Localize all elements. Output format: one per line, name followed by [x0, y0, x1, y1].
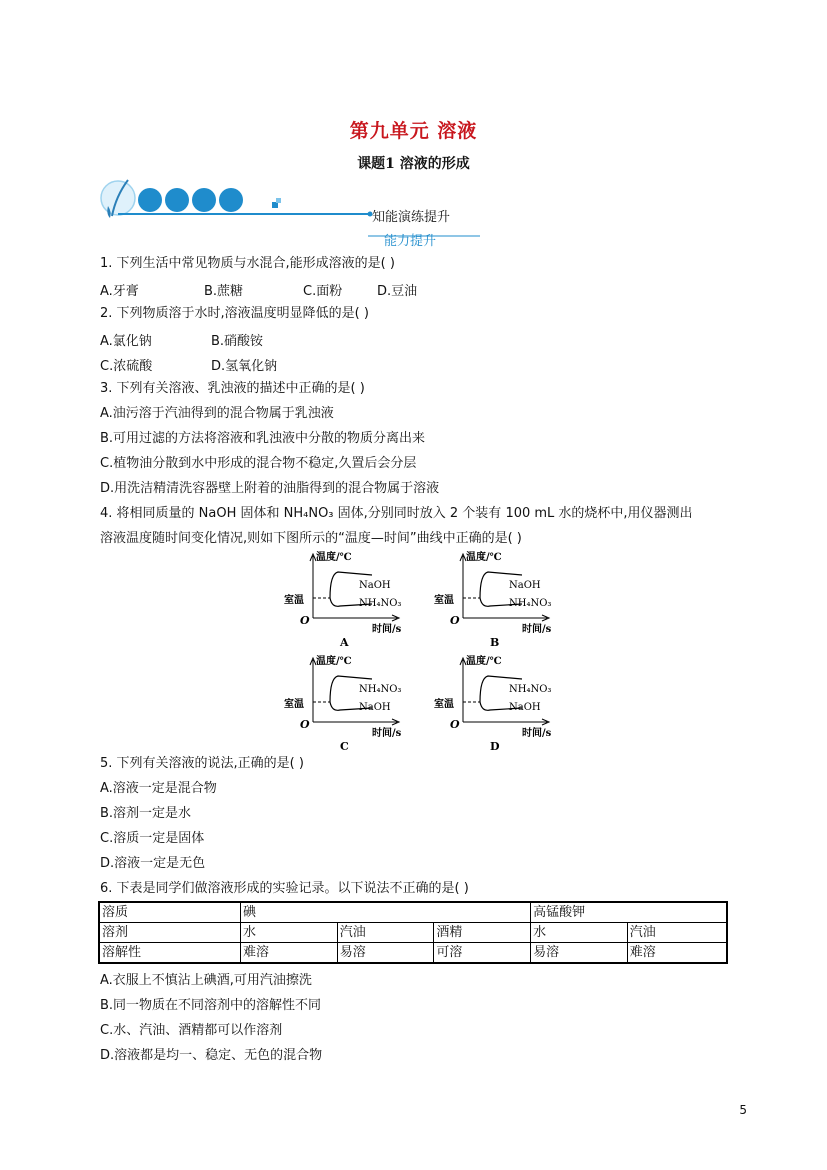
section-title-main: 知能演练提升 [372, 210, 451, 225]
table-cell: 汽油 [627, 923, 727, 943]
x-axis-label: 时间/s [522, 728, 552, 739]
chart-letter: B [490, 636, 500, 649]
x-axis-label: 时间/s [372, 624, 402, 635]
upper-curve-label: NH₄NO₃ [509, 684, 552, 695]
q6-option-a: A.衣服上不慎沾上碘酒,可用汽油擦洗 [100, 973, 312, 988]
table-cell: 溶解性 [99, 943, 241, 964]
chart-b [434, 550, 552, 649]
table-cell: 溶质 [99, 902, 241, 923]
table-cell: 易溶 [531, 943, 628, 964]
q3-option-c: C.植物油分散到水中形成的混合物不稳定,久置后会分层 [100, 456, 417, 471]
q1-option-c: C.面粉 [303, 284, 343, 299]
solubility-table [98, 901, 728, 964]
chart-letter: D [490, 740, 500, 753]
q6-option-c: C.水、汽油、酒精都可以作溶剂 [100, 1023, 283, 1038]
table-cell: 水 [241, 923, 338, 943]
chart-letter: C [340, 740, 349, 753]
q1-option-a: A.牙膏 [100, 284, 139, 299]
q6-option-d: D.溶液都是均一、稳定、无色的混合物 [100, 1048, 323, 1063]
table-cell: 溶剂 [99, 923, 241, 943]
temperature-time-charts [272, 548, 552, 754]
lower-curve-label: NaOH [509, 702, 541, 713]
y-axis-label: 温度/℃ [316, 656, 352, 667]
upper-curve-label: NaOH [509, 580, 541, 591]
table-cell: 水 [531, 923, 628, 943]
lower-curve-label: NH₄NO₃ [509, 598, 552, 609]
question-6-stem: 6. 下表是同学们做溶液形成的实验记录。以下说法不正确的是( ) [100, 881, 469, 896]
table-cell: 难溶 [241, 943, 338, 964]
table-cell: 碘 [241, 902, 531, 923]
origin-label: O [300, 614, 310, 627]
chart-letter: A [340, 636, 349, 649]
table-cell: 酒精 [434, 923, 531, 943]
table-row [99, 923, 727, 943]
lower-curve-label: NaOH [359, 702, 391, 713]
q3-option-b: B.可用过滤的方法将溶液和乳浊液中分散的物质分离出来 [100, 431, 426, 446]
q5-option-b: B.溶剂一定是水 [100, 806, 192, 821]
table-cell: 汽油 [337, 923, 434, 943]
q1-option-d: D.豆油 [377, 284, 418, 299]
chart-c [284, 654, 402, 753]
y-axis-label: 温度/℃ [466, 552, 502, 563]
question-2-stem: 2. 下列物质溶于水时,溶液温度明显降低的是( ) [100, 306, 369, 321]
room-temp-label: 室温 [284, 699, 304, 710]
upper-curve-label: NaOH [359, 580, 391, 591]
x-axis-label: 时间/s [522, 624, 552, 635]
q2-option-b: B.硝酸铵 [211, 334, 264, 349]
question-4-stem-line-1: 4. 将相同质量的 NaOH 固体和 NH₄NO₃ 固体,分别同时放入 2 个装有 100 mL 水的烧杯中,用仪器测出 [100, 506, 693, 521]
upper-curve-label: NH₄NO₃ [359, 684, 402, 695]
q1-option-b: B.蔗糖 [204, 284, 244, 299]
question-4-stem-line-2: 溶液温度随时间变化情况,则如下图所示的“温度—时间”曲线中正确的是( ) [100, 531, 522, 546]
table-cell: 可溶 [434, 943, 531, 964]
q5-option-d: D.溶液一定是无色 [100, 856, 206, 871]
table-cell: 高锰酸钾 [531, 902, 727, 923]
x-axis-label: 时间/s [372, 728, 402, 739]
q2-option-c: C.浓硫酸 [100, 359, 153, 374]
chart-d [434, 654, 552, 753]
y-axis-label: 温度/℃ [316, 552, 352, 563]
q2-option-d: D.氢氧化钠 [211, 359, 278, 374]
question-3-stem: 3. 下列有关溶液、乳浊液的描述中正确的是( ) [100, 381, 365, 396]
section-title-sub: 能力提升 [384, 234, 437, 249]
unit-title: 第九单元 溶液 [349, 120, 478, 142]
q3-option-d: D.用洗洁精清洗容器壁上附着的油脂得到的混合物属于溶液 [100, 481, 440, 496]
question-5-stem: 5. 下列有关溶液的说法,正确的是( ) [100, 756, 304, 771]
table-cell: 易溶 [337, 943, 434, 964]
table-cell: 难溶 [627, 943, 727, 964]
table-row [99, 902, 727, 923]
page-number: 5 [739, 1103, 747, 1117]
q3-option-a: A.油污溶于汽油得到的混合物属于乳浊液 [100, 406, 334, 421]
room-temp-label: 室温 [284, 595, 304, 606]
room-temp-label: 室温 [434, 595, 454, 606]
origin-label: O [450, 718, 460, 731]
lesson-title: 课题1 溶液的形成 [357, 156, 470, 172]
q5-option-a: A.溶液一定是混合物 [100, 781, 217, 796]
origin-label: O [450, 614, 460, 627]
question-1-stem: 1. 下列生活中常见物质与水混合,能形成溶液的是( ) [100, 256, 395, 271]
q6-option-b: B.同一物质在不同溶剂中的溶解性不同 [100, 998, 322, 1013]
q5-option-c: C.溶质一定是固体 [100, 831, 205, 846]
chart-a [284, 550, 402, 649]
q2-option-a: A.氯化钠 [100, 334, 152, 349]
room-temp-label: 室温 [434, 699, 454, 710]
y-axis-label: 温度/℃ [466, 656, 502, 667]
origin-label: O [300, 718, 310, 731]
table-row [99, 943, 727, 964]
lower-curve-label: NH₄NO₃ [359, 598, 402, 609]
